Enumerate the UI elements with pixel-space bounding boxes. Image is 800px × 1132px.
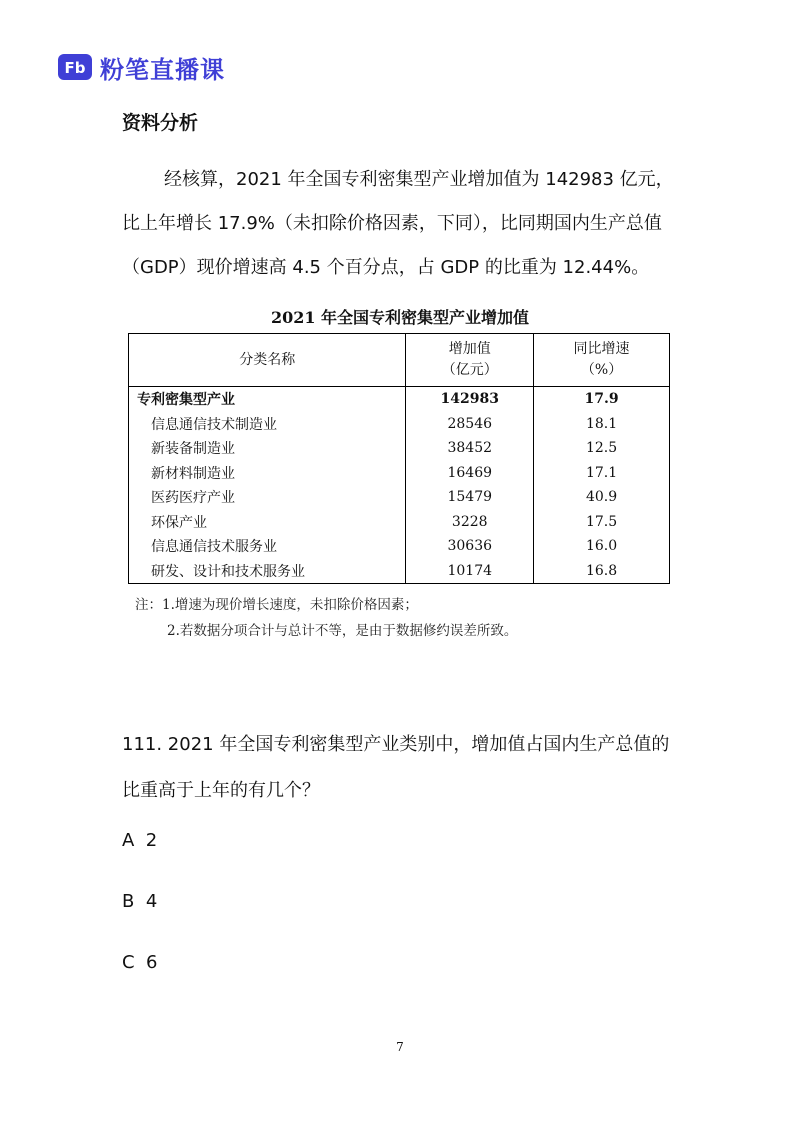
row-growth: 17.1 [534, 461, 670, 486]
row-value: 38452 [406, 436, 534, 461]
row-name: 新装备制造业 [151, 441, 235, 458]
row-growth: 16.0 [534, 534, 670, 559]
row-value: 142983 [406, 387, 534, 412]
header-value-line1: 增加值 [448, 341, 491, 357]
row-growth: 17.9 [534, 387, 670, 412]
brand-logo [58, 50, 225, 84]
table-row [129, 436, 670, 461]
logo-glyph: Fb [64, 59, 86, 77]
table-row [129, 559, 670, 584]
row-growth: 40.9 [534, 485, 670, 510]
row-value: 28546 [406, 412, 534, 437]
brand-name: 粉笔直播课 [100, 55, 225, 84]
row-name: 医药医疗产业 [151, 490, 235, 507]
table-row [129, 485, 670, 510]
header-growth-line2: （%） [580, 362, 623, 378]
note-line-2: 2.若数据分项合计与总计不等，是由于数据修约误差所致。 [167, 623, 518, 639]
row-name: 信息通信技术制造业 [151, 416, 277, 433]
option-text: 4 [145, 891, 158, 912]
row-value: 30636 [406, 534, 534, 559]
row-growth: 12.5 [534, 436, 670, 461]
header-category: 分类名称 [129, 334, 406, 387]
header-value-line2: （亿元） [441, 362, 498, 378]
option-b[interactable] [122, 891, 157, 912]
row-value: 16469 [406, 461, 534, 486]
option-letter: A [122, 830, 135, 851]
table-title: 2021 年全国专利密集型产业增加值 [270, 308, 530, 327]
intro-paragraph: 经核算，2021 年全国专利密集型产业增加值为 142983 亿元，比上年增长 17.9%（未扣除价格因素，下同），比同期国内生产总值（GDP）现价增速高 4.5 个百分点，占 GDP 的比重为 12.44%。 [122, 169, 674, 278]
table-header-row [129, 334, 670, 387]
row-name: 环保产业 [151, 514, 207, 531]
option-text: 2 [145, 830, 158, 851]
option-letter: B [122, 891, 135, 912]
table-row [129, 412, 670, 437]
table-notes [135, 592, 517, 644]
option-a[interactable] [122, 830, 157, 851]
table-row [129, 461, 670, 486]
row-name: 信息通信技术服务业 [151, 539, 277, 556]
option-text: 6 [146, 952, 158, 973]
row-name: 研发、设计和技术服务业 [151, 563, 305, 580]
question-text: 111. 2021 年全国专利密集型产业类别中，增加值占国内生产总值的比重高于上年的有几个？ [122, 734, 670, 801]
row-growth: 16.8 [534, 559, 670, 584]
table-row [129, 534, 670, 559]
table-row-total [129, 387, 670, 412]
fb-logo-icon [58, 52, 94, 82]
row-value: 3228 [406, 510, 534, 535]
row-growth: 18.1 [534, 412, 670, 437]
table-row [129, 510, 670, 535]
page-number: 7 [396, 1040, 404, 1054]
row-growth: 17.5 [534, 510, 670, 535]
option-letter: C [122, 952, 135, 973]
note-line-1: 注：1.增速为现价增长速度，未扣除价格因素； [135, 597, 418, 613]
row-value: 15479 [406, 485, 534, 510]
header-growth-line1: 同比增速 [573, 341, 630, 357]
header-value [406, 334, 534, 387]
row-value: 10174 [406, 559, 534, 584]
header-growth [534, 334, 670, 387]
section-heading: 资料分析 [122, 112, 199, 134]
row-name: 专利密集型产业 [137, 392, 235, 409]
data-table [128, 333, 670, 584]
row-name: 新材料制造业 [151, 465, 235, 482]
option-c[interactable] [122, 952, 157, 973]
